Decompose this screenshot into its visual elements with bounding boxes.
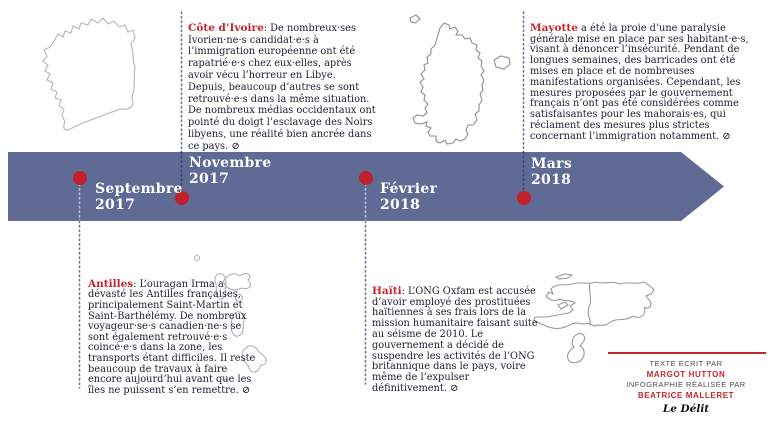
- prohibition-icon: ⊘: [241, 384, 251, 396]
- haiti-map: [534, 274, 654, 363]
- prohibition-icon: ⊘: [231, 140, 240, 152]
- event-month: Septembre: [95, 181, 183, 197]
- mayotte-map: [410, 15, 510, 144]
- event-text-antilles: [88, 279, 260, 397]
- event-year: 2018: [380, 197, 421, 213]
- event-body: : De nombreux·ses Ivorien·ne·s candidat·e·s à l’immigration européenne ont été rapatrié·e·s chez eux·elles, après avoir vécu l’horreur en Libye. Depuis, beaucoup d’autres se sont retrouvé·e·s dans la même situation. De nombreux médias occidentaux ont pointé du doigt l’esclavage des Noirs libyens, une réalité bien ancrée dans ce pays.: [188, 22, 376, 152]
- event-body: : L’ouragan Irma a dévasté les Antilles françaises, principalement Saint-Martin et Saint-Barthélémy. De nombreux voyageur·se·s canadien·ne·s se sont également retrouvé·e·s coincé·e·s dans la zone, les transports étant difficiles. Il reste beaucoup de travaux à faire encore aujourd’hui avant que les îles ne puissent s’en remettre.: [88, 278, 256, 396]
- event-body: a été la proie d’une paralysie générale mise en place par ses habitant·e·s, visant à dénoncer l’insécurité. Pendant de longues semaines, des barricades ont été mises en place et de nombreuses manifestations organisées. Cependant, les mesures proposées par le gouvernement français n’ont pas été considérées comme satisfaisantes pour les mahorais·es, qui réclament des mesures plus strictes concernant l’immigration notamment.: [530, 22, 749, 142]
- event-month: Mars: [531, 156, 573, 172]
- credits-infographic-label: INFOGRAPHIE RÉALISÉE PAR: [626, 380, 746, 389]
- event-dot-septembre: [73, 171, 87, 185]
- timeline-label-septembre: [95, 181, 183, 213]
- credits-publication: Le Délit: [662, 403, 710, 415]
- credits-block: [606, 352, 766, 415]
- event-title: Antilles: [88, 277, 134, 290]
- tortue-islet: [556, 274, 572, 279]
- mayotte-main-island: [413, 23, 484, 144]
- event-dot-fevrier: [359, 171, 373, 185]
- timeline-label-novembre: [189, 155, 271, 187]
- event-year: 2017: [189, 171, 230, 187]
- event-text-haiti: [372, 286, 540, 395]
- event-text-mayotte: [530, 23, 763, 143]
- timeline-label-mars: [531, 156, 572, 188]
- event-text-cote-divoire: [188, 23, 376, 153]
- haiti-border-line: [588, 283, 590, 326]
- event-year: 2018: [531, 172, 572, 188]
- credits-author: MARGOT HUTTON: [646, 369, 726, 379]
- cote-divoire-map: [43, 18, 135, 130]
- event-dot-mars: [517, 191, 531, 205]
- antilles-islet-small: [195, 256, 200, 261]
- timeline-label-fevrier: [380, 181, 437, 213]
- prohibition-icon: ⊘: [722, 130, 731, 142]
- credits-written-by-label: TEXTE ECRIT PAR: [649, 359, 723, 368]
- event-month: Février: [380, 181, 438, 197]
- credits-designer: BEATRICE MALLERET: [637, 390, 735, 400]
- event-month: Novembre: [189, 155, 272, 171]
- credits-divider: [608, 352, 766, 354]
- event-year: 2017: [95, 197, 136, 213]
- event-title: Côte d’Ivoire: [188, 21, 264, 34]
- gonave-islet: [558, 302, 568, 309]
- south-islet: [567, 333, 584, 362]
- hispaniola-outline: [534, 282, 654, 328]
- mayotte-islet-east: [494, 56, 510, 69]
- event-title: Mayotte: [530, 21, 578, 34]
- prohibition-icon: ⊘: [450, 382, 459, 394]
- mayotte-islet-north: [410, 15, 420, 23]
- event-title: Haïti: [372, 284, 402, 297]
- event-body: : L’ONG Oxfam est accusée d’avoir employé des prostituées haïtiennes à ses frais lors de la mission humanitaire faisant suite au séisme de 2010. Le gouvernement a décidé de suspendre les activités de l’ONG britannique dans le pays, voire même de l’expulser définitivement.: [372, 285, 538, 394]
